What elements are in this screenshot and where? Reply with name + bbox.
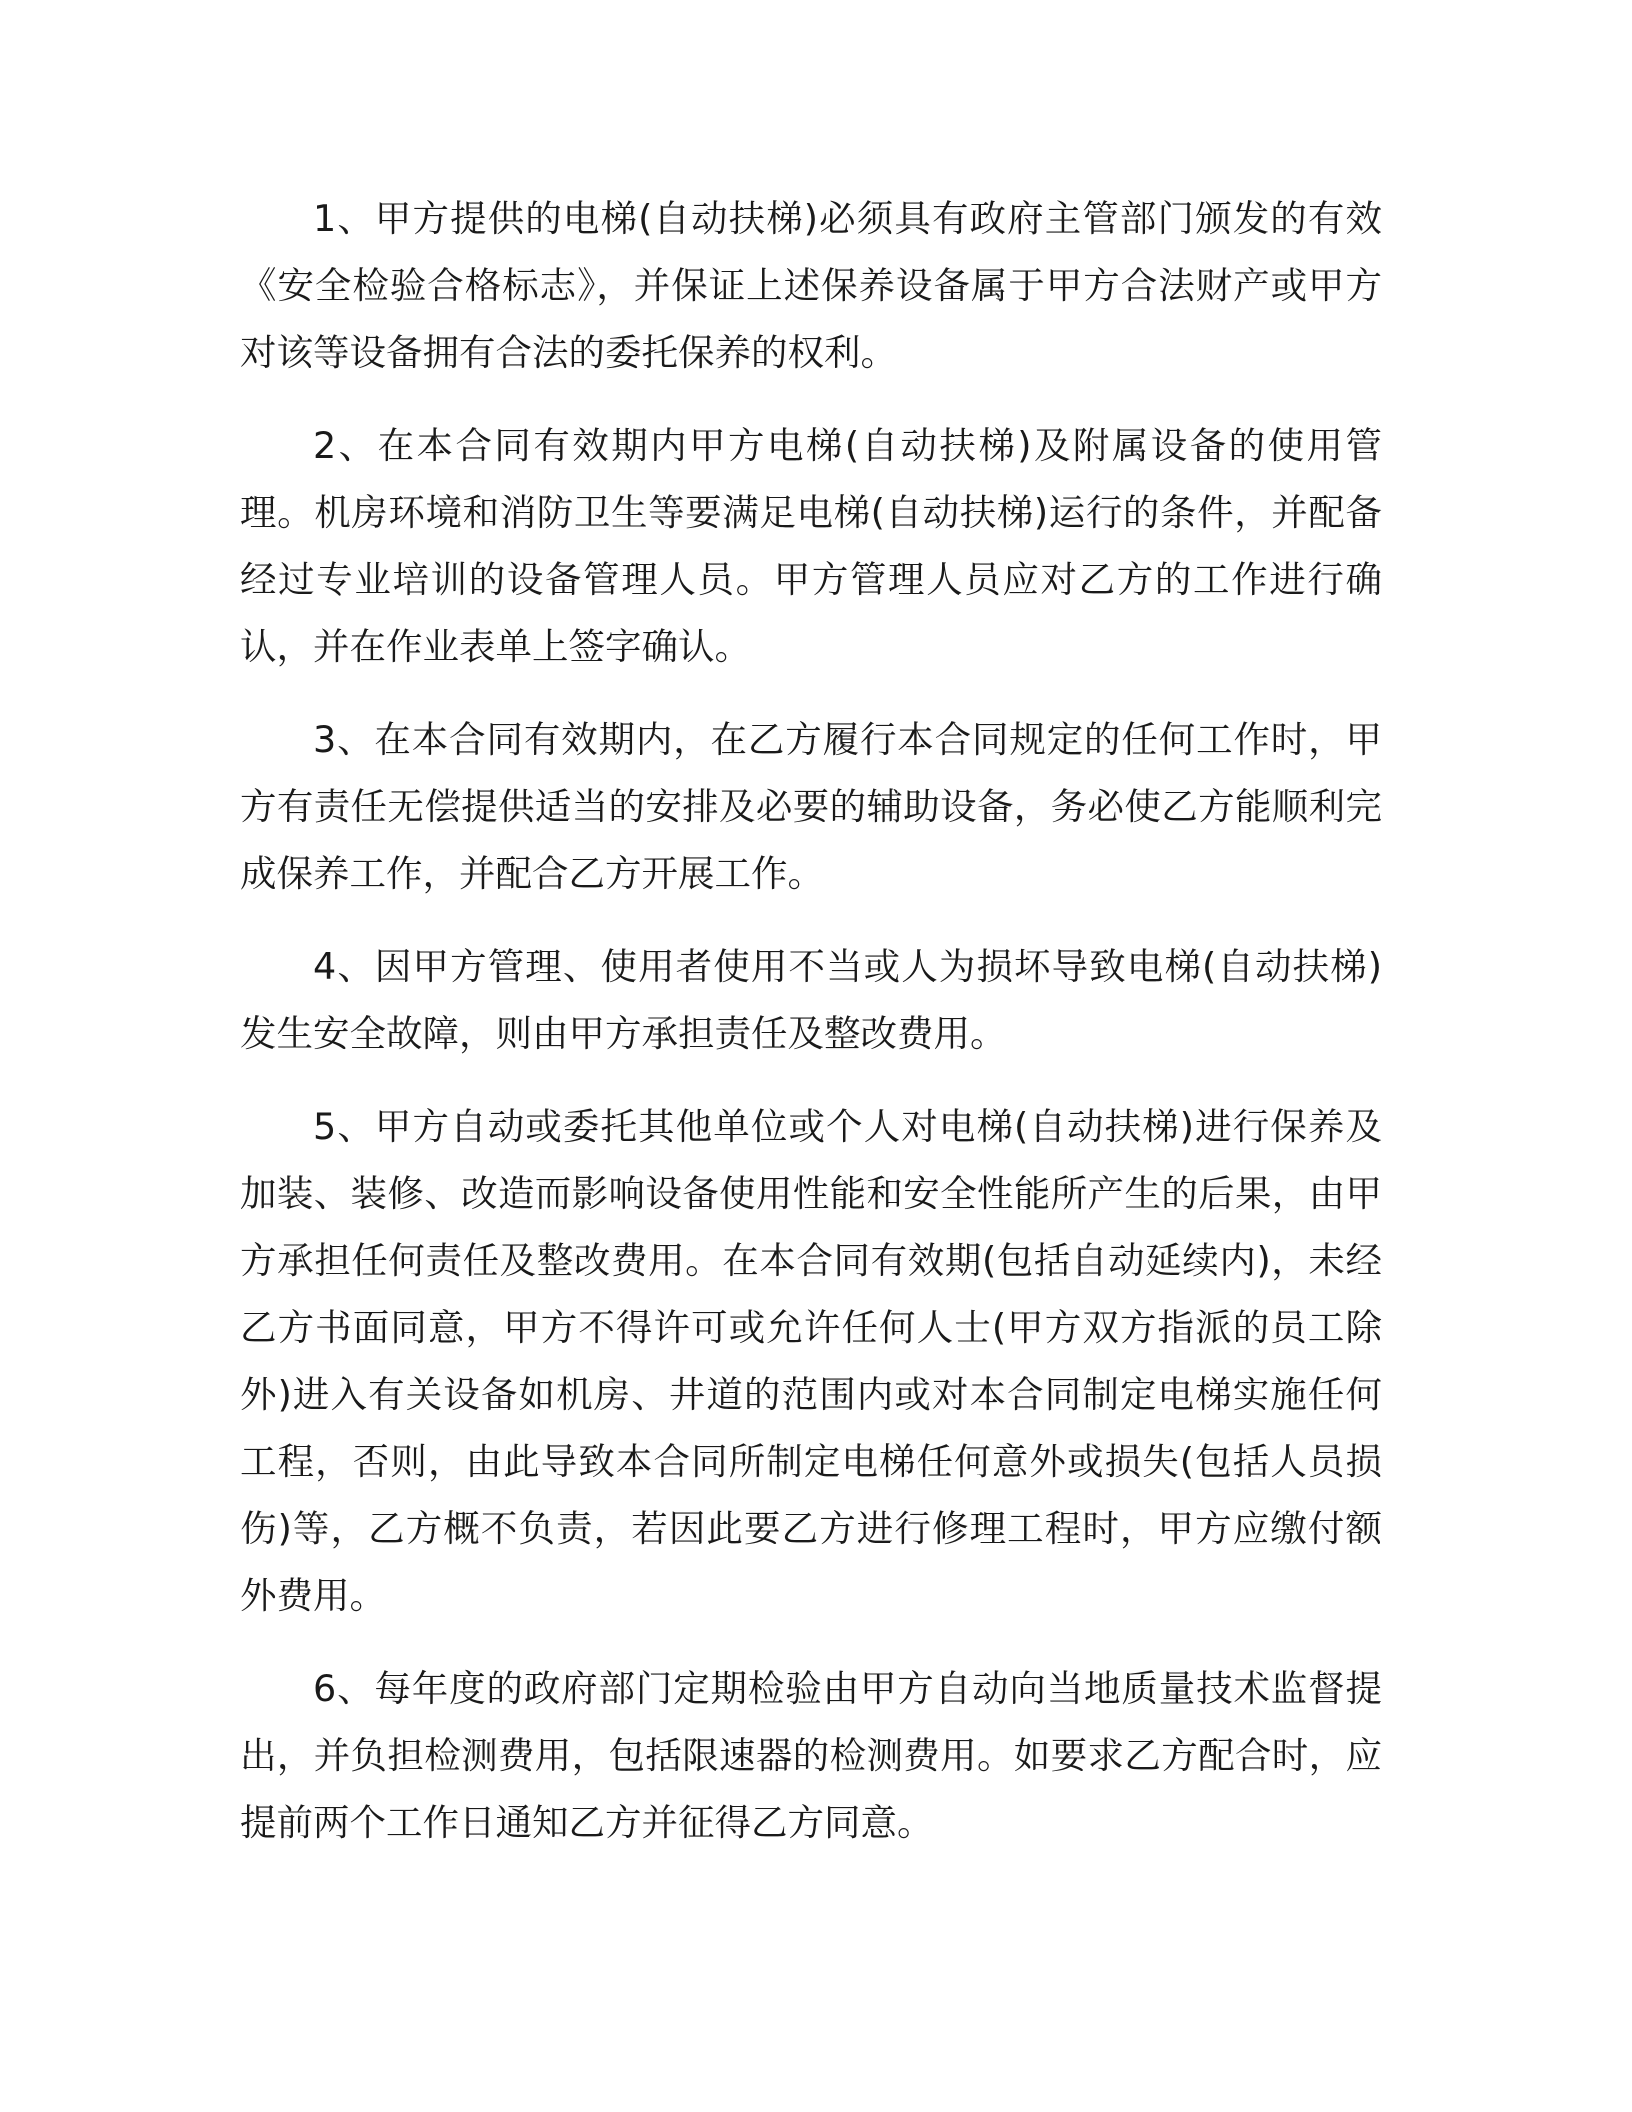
clause-4 [240,933,1382,1067]
clause-3 [240,706,1382,907]
clause-5-line-8: 额外费用。 [240,1507,1382,1617]
clause-1-line-1: 1、甲方提供的电梯(自动扶梯)必须具有政府主管部门颁发的有效 [313,197,1382,240]
clause-5-line-4: 经乙方书面同意，甲方不得许可或允许任何人士(甲方双方指派的员工 [240,1239,1382,1349]
clause-2-line-2: 机房环境和消防卫生等要满足电梯(自动扶梯)运行的条件，并配备经过 [240,491,1383,601]
clause-1-line-3: 方对该等设备拥有合法的委托保养的权利。 [240,264,1382,374]
clause-5-line-1: 5、甲方自动或委托其他单位或个人对电梯(自动扶梯)进行保养及 [313,1105,1382,1148]
clause-3-line-2: 方有责任无偿提供适当的安排及必要的辅助设备，务必使乙方能顺利 [240,785,1346,828]
clause-1 [240,185,1382,386]
clause-6-line-2: 出，并负担检测费用，包括限速器的检测费用。如要求乙方配合时， [240,1734,1346,1777]
clause-6 [240,1655,1382,1856]
clause-2 [240,412,1382,680]
clause-2-line-3: 专业培训的设备管理人员。甲方管理人员应对乙方的工作进行确认， [240,558,1383,668]
clause-5 [240,1093,1382,1629]
clause-4-line-2: 发生安全故障，则由甲方承担责任及整改费用。 [240,1012,1007,1055]
document-body [240,185,1382,1882]
clause-1-line-2: 《安全检验合格标志》，并保证上述保养设备属于甲方合法财产或甲 [240,264,1346,307]
clause-4-line-1: 4、因甲方管理、使用者使用不当或人为损坏导致电梯(自动扶梯) [313,945,1382,988]
clause-3-line-3: 完成保养工作，并配合乙方开展工作。 [240,785,1382,895]
clause-3-line-1: 3、在本合同有效期内，在乙方履行本合同规定的任何工作时，甲 [313,718,1382,761]
clause-2-line-4: 并在作业表单上签字确认。 [313,625,751,668]
clause-5-line-6: 何工程，否则，由此导致本合同所制定电梯任何意外或损失(包括人员 [240,1373,1382,1483]
clause-5-line-2: 加装、装修、改造而影响设备使用性能和安全性能所产生的后果，由 [240,1172,1346,1215]
clause-5-line-5: 除外)进入有关设备如机房、井道的范围内或对本合同制定电梯实施任 [240,1306,1382,1416]
clause-6-line-1: 6、每年度的政府部门定期检验由甲方自动向当地质量技术监督提 [313,1667,1382,1710]
clause-5-line-3: 甲方承担任何责任及整改费用。在本合同有效期(包括自动延续内)，未 [240,1172,1382,1282]
clause-2-line-1: 2、在本合同有效期内甲方电梯(自动扶梯)及附属设备的使用管理。 [240,424,1382,534]
clause-6-line-3: 应提前两个工作日通知乙方并征得乙方同意。 [240,1734,1382,1844]
clause-5-line-7: 损伤)等，乙方概不负责，若因此要乙方进行修理工程时，甲方应缴付 [240,1440,1382,1550]
